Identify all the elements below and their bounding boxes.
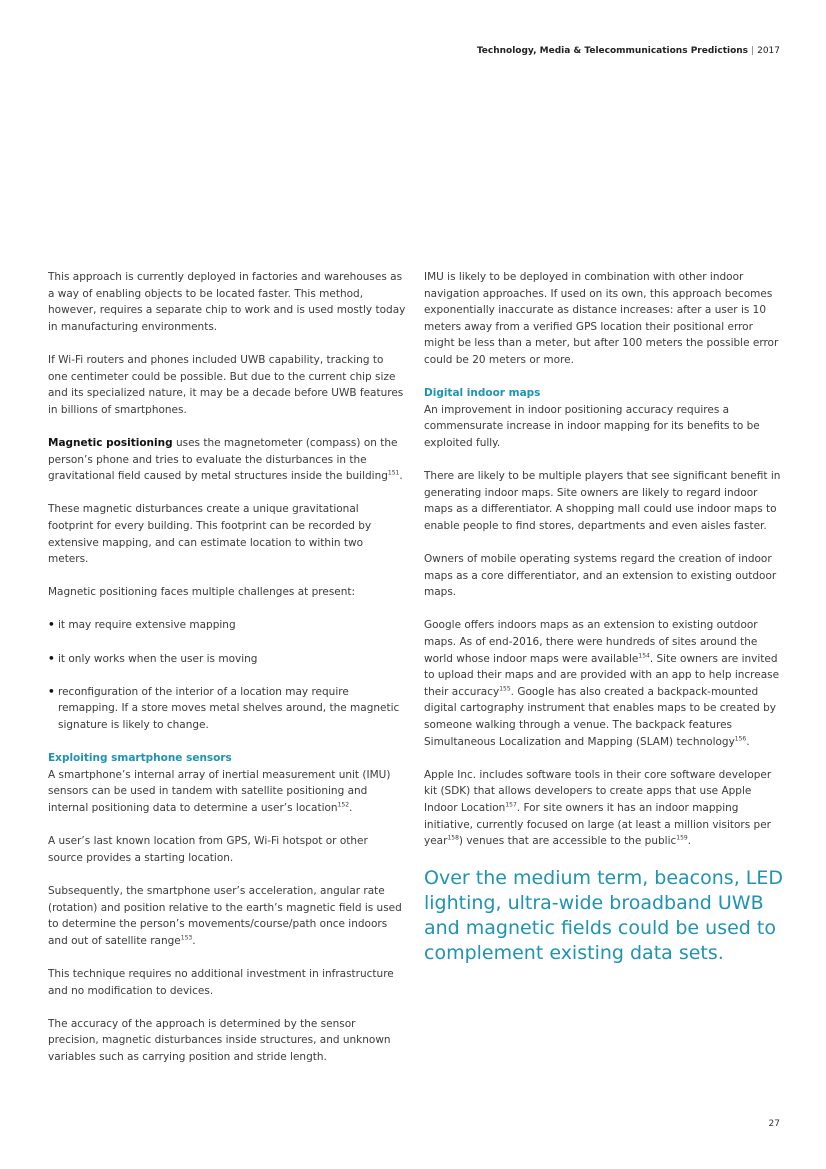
pull-quote: Over the medium term, beacons, LED lighting, ultra-wide broadband UWB and magnetic fields could be used to complement existing data sets. [424,867,783,965]
bullet-icon: • [48,652,55,665]
paragraph: These magnetic disturbances create a unique gravitational footprint for every building. This footprint can be recorded by extensive mapping, and can estimate location to within two meters. [48,503,372,566]
footnote-ref: 153 [180,934,193,942]
list-item: • reconfiguration of the interior of a location may require remapping. If a store moves metal shelves around, the magnetic signature is likely to change. [48,685,400,732]
paragraph: A smartphone’s internal array of inertial measurement unit (IMU) sensors can be used in tandem with satellite positioning and internal positioning data to determine a user’s location$^{152}$. [48,768,391,814]
paragraph: Owners of mobile operating systems regard the creation of indoor maps as a core differentiator, and an extension to existing outdoor maps. [424,553,777,599]
bullet-icon: • [48,619,55,632]
paragraph: The accuracy of the approach is determined by the sensor precision, magnetic disturbances inside structures, and unknown variables such as carrying position and stride length. [48,1017,391,1063]
paragraph: There are likely to be multiple players that see significant benefit in generating indoor maps. Site owners are likely to regard indoor maps as a differentiator. A shopping mall could use indoor maps to enable people to find stores, departments and even aisles faster. [424,470,781,532]
running-header [477,46,780,56]
section-heading-indoor-maps: Digital indoor maps [424,387,541,400]
footnote-ref: 152 [337,801,350,809]
paragraph: IMU is likely to be deployed in combination with other indoor navigation approaches. If used on its own, this approach becomes exponentially inaccurate as distance increases: after a user is 10 meters away from a verified GPS location their positional error might be less than a meter, but after 100 meters the possible error could be 20 meters or more. [424,271,779,366]
footnote-ref: 156 [734,735,747,743]
list-item: • it may require extensive mapping [48,617,406,634]
paragraph-magnetic-positioning: Magnetic positioning uses the magnetometer (compass) on the person’s phone and tries to evaluate the disturbances in the gravitational field caused by metal structures inside the building$^{151}$. [48,436,403,483]
paragraph: A user’s last known location from GPS, Wi-Fi hotspot or other source provides a starting location. [48,835,368,864]
paragraph: Magnetic positioning faces multiple challenges at present: [48,586,356,599]
left-column [48,269,406,1082]
challenge-list [48,617,406,733]
right-column [424,269,784,966]
paragraph: This technique requires no additional investment in infrastructure and no modification to devices. [48,967,394,997]
footnote-ref: 151 [387,469,400,477]
list-item: • it only works when the user is moving [48,651,406,668]
term-magnetic-positioning: Magnetic positioning [48,436,173,449]
paragraph: If Wi-Fi routers and phones included UWB capability, tracking to one centimeter could be possible. But due to the current chip size and its specialized nature, it may be a decade before UWB features in billions of smartphones. [48,353,404,416]
publication-title: Technology, Media & Telecommunications Predictions [476,46,749,56]
paragraph-google: Google offers indoors maps as an extension to existing outdoor maps. As of end-2016, there were hundreds of sites around the world whose indoor maps were available$^{154}$. Site owners are invited to upload their maps and are provided with an app to help increase their accuracy$^{155}$. Google has also created a backpack-mounted digital cartography instrument that enables maps to be created by someone walking through a venue. The backpack features Simultaneous Localization and Mapping (SLAM) technology$^{156}$. [424,619,780,748]
paragraph-apple: Apple Inc. includes software tools in their core software developer kit (SDK) that allows developers to create apps that use Apple Indoor Location$^{157}$. For site owners it has an indoor mapping initiative, currently focused on large (at least a million visitors per year$^{158}$) venues that are accessible to the public$^{159}$. [424,768,772,848]
section-heading-sensors: Exploiting smartphone sensors [48,752,232,765]
footnote-ref: 158 [447,834,459,842]
publication-year: 2017 [757,46,780,56]
paragraph: This approach is currently deployed in factories and warehouses as a way of enabling objects to be located faster. This method, however, requires a separate chip to work and is used mostly today in manufacturing environments. [48,271,406,333]
footnote-ref: 155 [499,685,511,693]
footnote-ref: 157 [505,801,517,809]
paragraph: Subsequently, the smartphone user’s acceleration, angular rate (rotation) and position relative to the earth’s magnetic field is used to determine the person’s movements/course/path once indoors and out of satellite range$^{153}$. [48,884,402,947]
bullet-icon: • [48,685,55,698]
footnote-ref: 154 [638,652,650,660]
paragraph: An improvement in indoor positioning accuracy requires a commensurate increase in indoor mapping for its benefits to be exploited fully. [424,403,760,449]
footnote-ref: 159 [676,834,688,842]
page-number: 27 [768,1119,780,1129]
header-separator: | [751,46,755,56]
